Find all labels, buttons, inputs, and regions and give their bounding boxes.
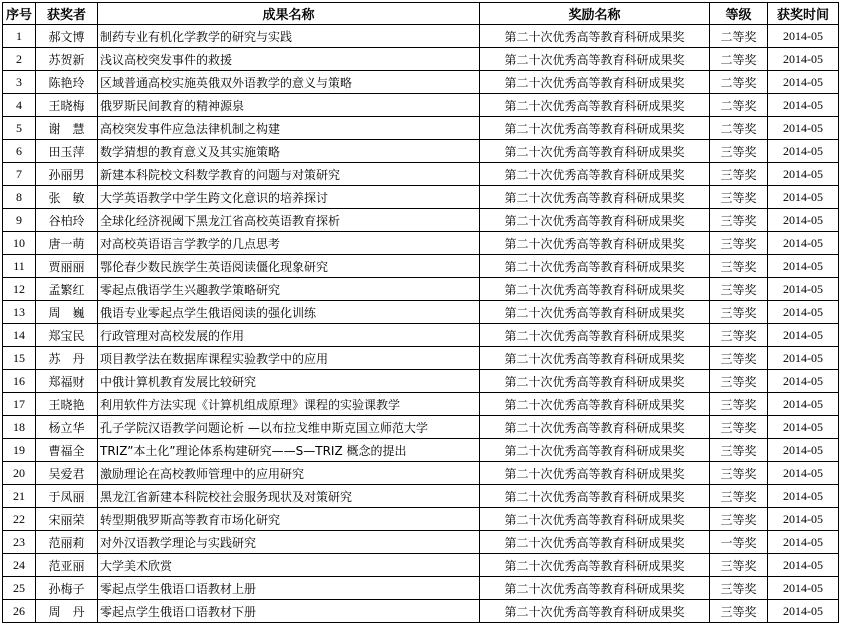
cell-no: 26 — [3, 600, 36, 623]
cell-grade: 三等奖 — [710, 324, 768, 347]
cell-title: 制药专业有机化学教学的研究与实践 — [98, 25, 480, 48]
cell-award: 第二十次优秀高等教育科研成果奖 — [480, 163, 710, 186]
table-row — [3, 324, 839, 347]
cell-date: 2014-05 — [768, 232, 839, 255]
cell-award: 第二十次优秀高等教育科研成果奖 — [480, 554, 710, 577]
table-row — [3, 71, 839, 94]
cell-no: 15 — [3, 347, 36, 370]
cell-grade: 三等奖 — [710, 554, 768, 577]
cell-title: 鄂伦春少数民族学生英语阅读僵化现象研究 — [98, 255, 480, 278]
cell-award: 第二十次优秀高等教育科研成果奖 — [480, 370, 710, 393]
cell-title: 零起点学生俄语口语教材下册 — [98, 600, 480, 623]
cell-winner: 郑宝民 — [36, 324, 98, 347]
cell-grade: 三等奖 — [710, 462, 768, 485]
cell-no: 2 — [3, 48, 36, 71]
cell-award: 第二十次优秀高等教育科研成果奖 — [480, 232, 710, 255]
cell-award: 第二十次优秀高等教育科研成果奖 — [480, 508, 710, 531]
cell-no: 5 — [3, 117, 36, 140]
cell-date: 2014-05 — [768, 416, 839, 439]
cell-grade: 二等奖 — [710, 94, 768, 117]
cell-winner: 孟繁红 — [36, 278, 98, 301]
cell-award: 第二十次优秀高等教育科研成果奖 — [480, 531, 710, 554]
table-row — [3, 600, 839, 623]
cell-date: 2014-05 — [768, 485, 839, 508]
header-row — [3, 3, 839, 25]
cell-award: 第二十次优秀高等教育科研成果奖 — [480, 347, 710, 370]
header-grade: 等级 — [710, 3, 768, 25]
cell-grade: 三等奖 — [710, 301, 768, 324]
cell-grade: 三等奖 — [710, 163, 768, 186]
cell-winner: 唐一萌 — [36, 232, 98, 255]
cell-date: 2014-05 — [768, 94, 839, 117]
cell-winner: 张 敏 — [36, 186, 98, 209]
cell-award: 第二十次优秀高等教育科研成果奖 — [480, 577, 710, 600]
cell-award: 第二十次优秀高等教育科研成果奖 — [480, 278, 710, 301]
table-row — [3, 347, 839, 370]
table-row — [3, 439, 839, 462]
cell-award: 第二十次优秀高等教育科研成果奖 — [480, 117, 710, 140]
cell-award: 第二十次优秀高等教育科研成果奖 — [480, 301, 710, 324]
table-row — [3, 416, 839, 439]
cell-title: 大学美术欣赏 — [98, 554, 480, 577]
cell-title: 数学猜想的教育意义及其实施策略 — [98, 140, 480, 163]
cell-date: 2014-05 — [768, 163, 839, 186]
cell-date: 2014-05 — [768, 117, 839, 140]
cell-date: 2014-05 — [768, 370, 839, 393]
cell-date: 2014-05 — [768, 462, 839, 485]
cell-grade: 二等奖 — [710, 71, 768, 94]
cell-winner: 王晓梅 — [36, 94, 98, 117]
cell-no: 14 — [3, 324, 36, 347]
cell-title: 对外汉语教学理论与实践研究 — [98, 531, 480, 554]
cell-title: 新建本科院校文科数学教育的问题与对策研究 — [98, 163, 480, 186]
cell-title: 大学英语教学中学生跨文化意识的培养探讨 — [98, 186, 480, 209]
cell-no: 1 — [3, 25, 36, 48]
cell-winner: 范亚丽 — [36, 554, 98, 577]
cell-date: 2014-05 — [768, 393, 839, 416]
cell-winner: 苏 丹 — [36, 347, 98, 370]
cell-title: TRIZ”本土化”理论体系构建研究——S—TRIZ 概念的提出 — [98, 439, 480, 462]
cell-grade: 三等奖 — [710, 485, 768, 508]
header-award: 奖励名称 — [480, 3, 710, 25]
table-row — [3, 117, 839, 140]
table-row — [3, 140, 839, 163]
table-row — [3, 462, 839, 485]
cell-grade: 三等奖 — [710, 393, 768, 416]
cell-winner: 宋丽荣 — [36, 508, 98, 531]
cell-title: 孔子学院汉语教学问题论析 —以布拉戈维申斯克国立师范大学 — [98, 416, 480, 439]
table-row — [3, 393, 839, 416]
table-row — [3, 485, 839, 508]
cell-date: 2014-05 — [768, 186, 839, 209]
cell-winner: 郑福财 — [36, 370, 98, 393]
header-no: 序号 — [3, 3, 36, 25]
cell-title: 中俄计算机教育发展比较研究 — [98, 370, 480, 393]
cell-title: 对高校英语语言学教学的几点思考 — [98, 232, 480, 255]
header-date: 获奖时间 — [768, 3, 839, 25]
cell-grade: 三等奖 — [710, 370, 768, 393]
cell-award: 第二十次优秀高等教育科研成果奖 — [480, 255, 710, 278]
cell-grade: 三等奖 — [710, 577, 768, 600]
cell-award: 第二十次优秀高等教育科研成果奖 — [480, 25, 710, 48]
cell-winner: 杨立华 — [36, 416, 98, 439]
cell-no: 12 — [3, 278, 36, 301]
cell-title: 零起点学生俄语口语教材上册 — [98, 577, 480, 600]
cell-award: 第二十次优秀高等教育科研成果奖 — [480, 393, 710, 416]
cell-award: 第二十次优秀高等教育科研成果奖 — [480, 485, 710, 508]
cell-title: 行政管理对高校发展的作用 — [98, 324, 480, 347]
table-row — [3, 508, 839, 531]
cell-no: 8 — [3, 186, 36, 209]
cell-no: 19 — [3, 439, 36, 462]
table-row — [3, 554, 839, 577]
header-title: 成果名称 — [98, 3, 480, 25]
cell-award: 第二十次优秀高等教育科研成果奖 — [480, 71, 710, 94]
cell-no: 6 — [3, 140, 36, 163]
cell-winner: 田玉萍 — [36, 140, 98, 163]
cell-no: 9 — [3, 209, 36, 232]
table-row — [3, 370, 839, 393]
awards-table — [2, 2, 839, 623]
cell-title: 高校突发事件应急法律机制之构建 — [98, 117, 480, 140]
cell-title: 激励理论在高校教师管理中的应用研究 — [98, 462, 480, 485]
table-row — [3, 301, 839, 324]
cell-grade: 二等奖 — [710, 48, 768, 71]
cell-date: 2014-05 — [768, 554, 839, 577]
cell-grade: 三等奖 — [710, 439, 768, 462]
cell-date: 2014-05 — [768, 301, 839, 324]
cell-grade: 三等奖 — [710, 600, 768, 623]
cell-title: 俄语专业零起点学生俄语阅读的强化训练 — [98, 301, 480, 324]
cell-date: 2014-05 — [768, 140, 839, 163]
cell-date: 2014-05 — [768, 439, 839, 462]
cell-winner: 于凤丽 — [36, 485, 98, 508]
cell-title: 区域普通高校实施英俄双外语教学的意义与策略 — [98, 71, 480, 94]
cell-winner: 贾丽丽 — [36, 255, 98, 278]
cell-title: 俄罗斯民间教育的精神源泉 — [98, 94, 480, 117]
cell-grade: 三等奖 — [710, 140, 768, 163]
cell-date: 2014-05 — [768, 600, 839, 623]
cell-no: 25 — [3, 577, 36, 600]
cell-title: 全球化经济视阈下黑龙江省高校英语教育探析 — [98, 209, 480, 232]
cell-winner: 郝文博 — [36, 25, 98, 48]
cell-winner: 谷柏玲 — [36, 209, 98, 232]
cell-winner: 曹福全 — [36, 439, 98, 462]
cell-no: 24 — [3, 554, 36, 577]
cell-no: 3 — [3, 71, 36, 94]
table-row — [3, 48, 839, 71]
cell-no: 18 — [3, 416, 36, 439]
cell-award: 第二十次优秀高等教育科研成果奖 — [480, 462, 710, 485]
cell-winner: 陈艳玲 — [36, 71, 98, 94]
cell-title: 利用软件方法实现《计算机组成原理》课程的实验课教学 — [98, 393, 480, 416]
cell-award: 第二十次优秀高等教育科研成果奖 — [480, 209, 710, 232]
cell-no: 16 — [3, 370, 36, 393]
cell-date: 2014-05 — [768, 577, 839, 600]
cell-title: 项目教学法在数据库课程实验教学中的应用 — [98, 347, 480, 370]
cell-no: 13 — [3, 301, 36, 324]
cell-no: 21 — [3, 485, 36, 508]
cell-date: 2014-05 — [768, 531, 839, 554]
cell-date: 2014-05 — [768, 25, 839, 48]
cell-award: 第二十次优秀高等教育科研成果奖 — [480, 140, 710, 163]
cell-title: 浅议高校突发事件的救援 — [98, 48, 480, 71]
cell-grade: 三等奖 — [710, 255, 768, 278]
cell-grade: 一等奖 — [710, 531, 768, 554]
cell-award: 第二十次优秀高等教育科研成果奖 — [480, 48, 710, 71]
cell-grade: 三等奖 — [710, 416, 768, 439]
cell-date: 2014-05 — [768, 278, 839, 301]
cell-no: 22 — [3, 508, 36, 531]
table-row — [3, 577, 839, 600]
table-row — [3, 163, 839, 186]
table-row — [3, 531, 839, 554]
table-row — [3, 255, 839, 278]
cell-title: 转型期俄罗斯高等教育市场化研究 — [98, 508, 480, 531]
cell-grade: 二等奖 — [710, 25, 768, 48]
cell-no: 17 — [3, 393, 36, 416]
table-row — [3, 209, 839, 232]
cell-grade: 三等奖 — [710, 186, 768, 209]
cell-winner: 吴爱君 — [36, 462, 98, 485]
cell-grade: 三等奖 — [710, 347, 768, 370]
cell-award: 第二十次优秀高等教育科研成果奖 — [480, 94, 710, 117]
table-row — [3, 94, 839, 117]
cell-grade: 三等奖 — [710, 508, 768, 531]
cell-date: 2014-05 — [768, 48, 839, 71]
cell-no: 4 — [3, 94, 36, 117]
cell-award: 第二十次优秀高等教育科研成果奖 — [480, 439, 710, 462]
header-winner: 获奖者 — [36, 3, 98, 25]
cell-date: 2014-05 — [768, 324, 839, 347]
cell-award: 第二十次优秀高等教育科研成果奖 — [480, 186, 710, 209]
cell-date: 2014-05 — [768, 508, 839, 531]
cell-no: 20 — [3, 462, 36, 485]
table-row — [3, 278, 839, 301]
cell-date: 2014-05 — [768, 71, 839, 94]
cell-winner: 周 丹 — [36, 600, 98, 623]
cell-no: 10 — [3, 232, 36, 255]
cell-winner: 范丽莉 — [36, 531, 98, 554]
cell-award: 第二十次优秀高等教育科研成果奖 — [480, 416, 710, 439]
cell-winner: 谢 慧 — [36, 117, 98, 140]
cell-winner: 孙丽男 — [36, 163, 98, 186]
cell-no: 7 — [3, 163, 36, 186]
cell-winner: 周 巍 — [36, 301, 98, 324]
cell-winner: 王晓艳 — [36, 393, 98, 416]
cell-grade: 三等奖 — [710, 232, 768, 255]
cell-award: 第二十次优秀高等教育科研成果奖 — [480, 324, 710, 347]
cell-grade: 三等奖 — [710, 278, 768, 301]
cell-grade: 三等奖 — [710, 209, 768, 232]
cell-title: 黑龙江省新建本科院校社会服务现状及对策研究 — [98, 485, 480, 508]
cell-date: 2014-05 — [768, 347, 839, 370]
cell-no: 11 — [3, 255, 36, 278]
cell-date: 2014-05 — [768, 209, 839, 232]
cell-award: 第二十次优秀高等教育科研成果奖 — [480, 600, 710, 623]
cell-no: 23 — [3, 531, 36, 554]
cell-winner: 苏贺新 — [36, 48, 98, 71]
table-row — [3, 186, 839, 209]
table-row — [3, 232, 839, 255]
cell-date: 2014-05 — [768, 255, 839, 278]
cell-grade: 二等奖 — [710, 117, 768, 140]
table-row — [3, 25, 839, 48]
cell-title: 零起点俄语学生兴趣教学策略研究 — [98, 278, 480, 301]
cell-winner: 孙梅子 — [36, 577, 98, 600]
